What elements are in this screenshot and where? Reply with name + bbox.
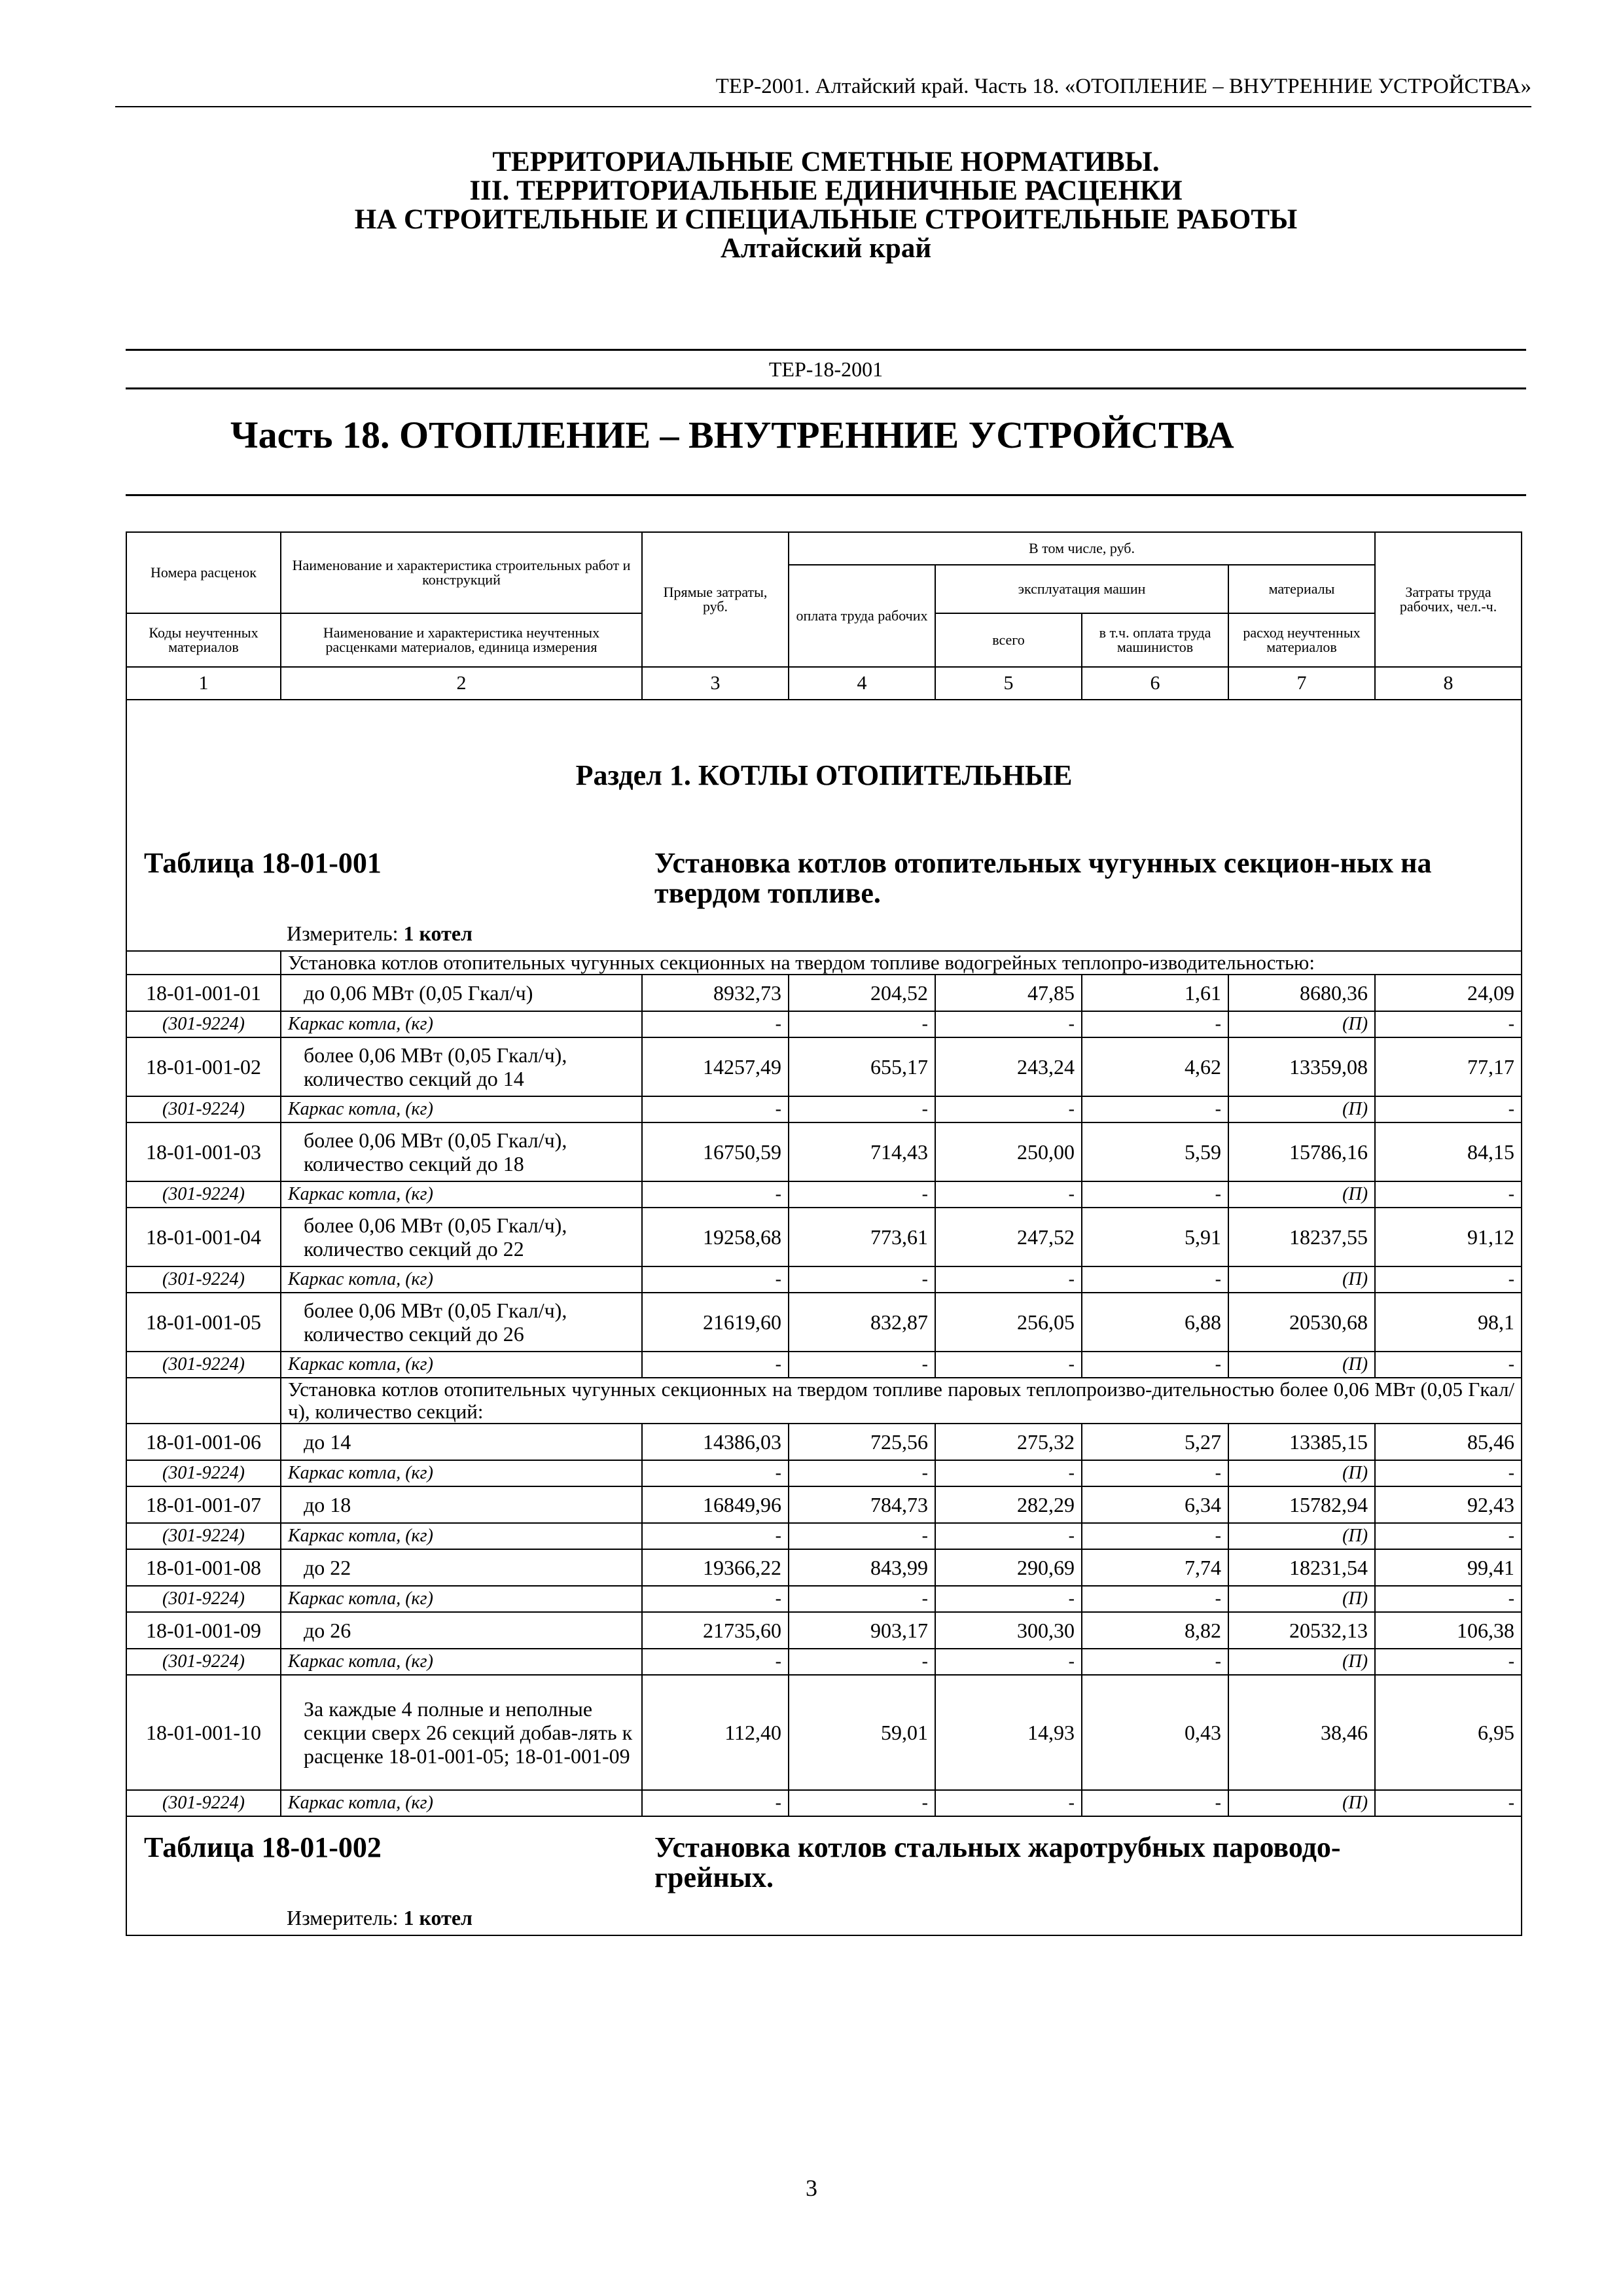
meter-value: 1 котел — [403, 1906, 473, 1929]
dash-cell: - — [935, 1649, 1082, 1675]
materials-cost: 13385,15 — [1228, 1424, 1375, 1460]
empty-cell — [126, 951, 281, 975]
dash-cell: - — [642, 1096, 789, 1122]
table2-heading — [127, 1817, 1521, 1893]
empty-cell — [126, 1378, 281, 1424]
dash-cell: - — [1375, 1523, 1522, 1549]
dash-cell: - — [789, 1011, 935, 1037]
material-code: (301-9224) — [126, 1460, 281, 1486]
rate-name: более 0,06 МВт (0,05 Гкал/ч), количество секций до 22 — [281, 1208, 642, 1266]
material-row — [126, 1523, 1522, 1549]
material-name: Каркас котла, (кг) — [281, 1586, 642, 1612]
rate-code: 18-01-001-10 — [126, 1675, 281, 1790]
header-col7: расход неучтенных материалов — [1228, 613, 1375, 667]
header-col1-top: Номера расценок — [126, 532, 281, 613]
rate-row — [126, 1122, 1522, 1181]
dash-cell: - — [935, 1181, 1082, 1208]
materials-cost: 20530,68 — [1228, 1293, 1375, 1352]
resource-mark: (П) — [1228, 1460, 1375, 1486]
material-name: Каркас котла, (кг) — [281, 1096, 642, 1122]
labor-hours: 92,43 — [1375, 1486, 1522, 1523]
direct-cost: 19258,68 — [642, 1208, 789, 1266]
labor-pay: 725,56 — [789, 1424, 935, 1460]
rate-row — [126, 1208, 1522, 1266]
dash-cell: - — [789, 1096, 935, 1122]
rate-row — [126, 975, 1522, 1011]
dash-cell: - — [789, 1352, 935, 1378]
dash-cell: - — [1082, 1266, 1228, 1293]
material-name: Каркас котла, (кг) — [281, 1181, 642, 1208]
rate-row — [126, 1037, 1522, 1096]
labor-hours: 6,95 — [1375, 1675, 1522, 1790]
dash-cell: - — [1375, 1181, 1522, 1208]
dash-cell: - — [1375, 1011, 1522, 1037]
table1-meter — [127, 908, 1521, 950]
group1-rows — [126, 975, 1522, 1378]
group-heading-1: Установка котлов отопительных чугунных секционных на твердом топливе водогрейных теплопро-изводительностью: — [281, 951, 1522, 975]
material-row — [126, 1266, 1522, 1293]
machinist-pay: 6,88 — [1082, 1293, 1228, 1352]
dash-cell: - — [789, 1790, 935, 1816]
machines-total: 247,52 — [935, 1208, 1082, 1266]
title-line-1: ТЕРРИТОРИАЛЬНЫЕ СМЕТНЫЕ НОРМАТИВЫ. — [492, 147, 1160, 177]
resource-mark: (П) — [1228, 1352, 1375, 1378]
resource-mark: (П) — [1228, 1586, 1375, 1612]
machines-total: 14,93 — [935, 1675, 1082, 1790]
material-row — [126, 1181, 1522, 1208]
rate-code: 18-01-001-03 — [126, 1122, 281, 1181]
header-col1-bottom: Коды неучтенных материалов — [126, 613, 281, 667]
dash-cell: - — [1082, 1352, 1228, 1378]
labor-pay: 903,17 — [789, 1612, 935, 1649]
material-code: (301-9224) — [126, 1523, 281, 1549]
header-col2-top: Наименование и характеристика строительных работ и конструкций — [281, 532, 642, 613]
column-number: 7 — [1228, 667, 1375, 700]
material-name: Каркас котла, (кг) — [281, 1649, 642, 1675]
machinist-pay: 5,27 — [1082, 1424, 1228, 1460]
rate-code: 18-01-001-09 — [126, 1612, 281, 1649]
labor-hours: 98,1 — [1375, 1293, 1522, 1352]
rate-code: 18-01-001-08 — [126, 1549, 281, 1586]
header-including: В том числе, руб. — [789, 532, 1375, 565]
direct-cost: 21735,60 — [642, 1612, 789, 1649]
dash-cell: - — [935, 1011, 1082, 1037]
column-number: 6 — [1082, 667, 1228, 700]
title-line-4: Алтайский край — [720, 233, 932, 264]
material-name: Каркас котла, (кг) — [281, 1011, 642, 1037]
dash-cell: - — [935, 1790, 1082, 1816]
dash-cell: - — [1082, 1790, 1228, 1816]
header-col6: в т.ч. оплата труда машинистов — [1082, 613, 1228, 667]
header-machines: эксплуатация машин — [935, 565, 1228, 613]
meter-value: 1 котел — [403, 922, 473, 945]
labor-pay: 655,17 — [789, 1037, 935, 1096]
rate-code: 18-01-001-05 — [126, 1293, 281, 1352]
labor-pay: 204,52 — [789, 975, 935, 1011]
dash-cell: - — [642, 1266, 789, 1293]
dash-cell: - — [789, 1181, 935, 1208]
direct-cost: 16849,96 — [642, 1486, 789, 1523]
labor-pay: 773,61 — [789, 1208, 935, 1266]
machines-total: 290,69 — [935, 1549, 1082, 1586]
rate-row — [126, 1675, 1522, 1790]
dash-cell: - — [935, 1096, 1082, 1122]
table1-label: Таблица 18-01-001 — [144, 847, 382, 879]
material-name: Каркас котла, (кг) — [281, 1352, 642, 1378]
materials-cost: 18231,54 — [1228, 1549, 1375, 1586]
rates-table — [126, 531, 1522, 1936]
labor-pay: 784,73 — [789, 1486, 935, 1523]
dash-cell: - — [642, 1181, 789, 1208]
labor-hours: 106,38 — [1375, 1612, 1522, 1649]
material-code: (301-9224) — [126, 1586, 281, 1612]
resource-mark: (П) — [1228, 1011, 1375, 1037]
dash-cell: - — [1375, 1586, 1522, 1612]
materials-cost: 13359,08 — [1228, 1037, 1375, 1096]
machines-total: 300,30 — [935, 1612, 1082, 1649]
labor-pay: 59,01 — [789, 1675, 935, 1790]
resource-mark: (П) — [1228, 1266, 1375, 1293]
machines-total: 282,29 — [935, 1486, 1082, 1523]
column-number: 1 — [126, 667, 281, 700]
title-line-2: III. ТЕРРИТОРИАЛЬНЫЕ ЕДИНИЧНЫЕ РАСЦЕНКИ — [469, 175, 1183, 206]
dash-cell: - — [642, 1649, 789, 1675]
dash-cell: - — [642, 1790, 789, 1816]
material-row — [126, 1790, 1522, 1816]
rate-row — [126, 1612, 1522, 1649]
material-code: (301-9224) — [126, 1352, 281, 1378]
table2-title: Установка котлов стальных жаротрубных пароводо-грейных. — [654, 1831, 1341, 1893]
materials-cost: 15782,94 — [1228, 1486, 1375, 1523]
material-row — [126, 1460, 1522, 1486]
direct-cost: 21619,60 — [642, 1293, 789, 1352]
dash-cell: - — [935, 1352, 1082, 1378]
dash-cell: - — [789, 1523, 935, 1549]
materials-cost: 8680,36 — [1228, 975, 1375, 1011]
rate-name: За каждые 4 полные и неполные секции сверх 26 секций добав-лять к расценке 18-01-001-05; 18-01-001-09 — [281, 1675, 642, 1790]
machines-total: 243,24 — [935, 1037, 1082, 1096]
direct-cost: 112,40 — [642, 1675, 789, 1790]
dash-cell: - — [935, 1460, 1082, 1486]
rate-code: 18-01-001-01 — [126, 975, 281, 1011]
dash-cell: - — [1082, 1586, 1228, 1612]
machines-total: 250,00 — [935, 1122, 1082, 1181]
header-col2-bottom: Наименование и характеристика неучтенных расценками материалов, единица измерения — [281, 613, 642, 667]
dash-cell: - — [1375, 1096, 1522, 1122]
labor-hours: 77,17 — [1375, 1037, 1522, 1096]
materials-cost: 18237,55 — [1228, 1208, 1375, 1266]
divider — [126, 494, 1526, 496]
material-name: Каркас котла, (кг) — [281, 1790, 642, 1816]
rate-code: 18-01-001-02 — [126, 1037, 281, 1096]
table2-meter — [127, 1893, 1521, 1935]
machinist-pay: 5,59 — [1082, 1122, 1228, 1181]
material-row — [126, 1011, 1522, 1037]
dash-cell: - — [935, 1523, 1082, 1549]
dash-cell: - — [789, 1266, 935, 1293]
rate-name: до 0,06 МВт (0,05 Гкал/ч) — [281, 975, 642, 1011]
rate-code: 18-01-001-07 — [126, 1486, 281, 1523]
dash-cell: - — [789, 1460, 935, 1486]
table1-title: Установка котлов отопительных чугунных секцион-ных на твердом топливе. — [654, 847, 1432, 909]
material-name: Каркас котла, (кг) — [281, 1266, 642, 1293]
column-numbers-row — [126, 667, 1522, 700]
material-code: (301-9224) — [126, 1096, 281, 1122]
rate-name: до 26 — [281, 1612, 642, 1649]
direct-cost: 14386,03 — [642, 1424, 789, 1460]
page-number: 3 — [806, 2175, 817, 2201]
header-materials: материалы — [1228, 565, 1375, 613]
dash-cell: - — [1375, 1266, 1522, 1293]
machinist-pay: 1,61 — [1082, 975, 1228, 1011]
machines-total: 256,05 — [935, 1293, 1082, 1352]
title-line-3: НА СТРОИТЕЛЬНЫЕ И СПЕЦИАЛЬНЫЕ СТРОИТЕЛЬНЫЕ РАБОТЫ — [354, 204, 1298, 235]
resource-mark: (П) — [1228, 1523, 1375, 1549]
dash-cell: - — [1082, 1523, 1228, 1549]
dash-cell: - — [1082, 1096, 1228, 1122]
machinist-pay: 8,82 — [1082, 1612, 1228, 1649]
material-code: (301-9224) — [126, 1266, 281, 1293]
labor-hours: 84,15 — [1375, 1122, 1522, 1181]
column-number: 3 — [642, 667, 789, 700]
machines-total: 47,85 — [935, 975, 1082, 1011]
dash-cell: - — [1082, 1649, 1228, 1675]
table2-label: Таблица 18-01-002 — [144, 1831, 382, 1863]
machinist-pay: 4,62 — [1082, 1037, 1228, 1096]
machines-total: 275,32 — [935, 1424, 1082, 1460]
labor-pay: 843,99 — [789, 1549, 935, 1586]
resource-mark: (П) — [1228, 1096, 1375, 1122]
document-code: ТЕР-18-2001 — [126, 349, 1526, 389]
direct-cost: 19366,22 — [642, 1549, 789, 1586]
rate-code: 18-01-001-04 — [126, 1208, 281, 1266]
header-col8: Затраты труда рабочих, чел.-ч. — [1375, 532, 1522, 667]
direct-cost: 8932,73 — [642, 975, 789, 1011]
column-number: 4 — [789, 667, 935, 700]
rate-name: до 18 — [281, 1486, 642, 1523]
dash-cell: - — [1082, 1011, 1228, 1037]
resource-mark: (П) — [1228, 1649, 1375, 1675]
dash-cell: - — [1082, 1181, 1228, 1208]
machinist-pay: 5,91 — [1082, 1208, 1228, 1266]
rate-name: более 0,06 МВт (0,05 Гкал/ч), количество секций до 26 — [281, 1293, 642, 1352]
resource-mark: (П) — [1228, 1181, 1375, 1208]
materials-cost: 38,46 — [1228, 1675, 1375, 1790]
dash-cell: - — [1082, 1460, 1228, 1486]
column-number: 2 — [281, 667, 642, 700]
section-title: Раздел 1. КОТЛЫ ОТОПИТЕЛЬНЫЕ — [575, 759, 1073, 791]
dash-cell: - — [642, 1523, 789, 1549]
rate-code: 18-01-001-06 — [126, 1424, 281, 1460]
labor-pay: 714,43 — [789, 1122, 935, 1181]
dash-cell: - — [642, 1352, 789, 1378]
dash-cell: - — [935, 1266, 1082, 1293]
header-col5: всего — [935, 613, 1082, 667]
dash-cell: - — [935, 1586, 1082, 1612]
rate-name: до 22 — [281, 1549, 642, 1586]
material-code: (301-9224) — [126, 1649, 281, 1675]
labor-hours: 85,46 — [1375, 1424, 1522, 1460]
direct-cost: 16750,59 — [642, 1122, 789, 1181]
rate-name: до 14 — [281, 1424, 642, 1460]
table1-heading-cell — [126, 700, 1522, 951]
meter-label: Измеритель: — [287, 922, 399, 945]
part-title: Часть 18. ОТОПЛЕНИЕ – ВНУТРЕННИЕ УСТРОЙСТВА — [230, 414, 1234, 456]
machinist-pay: 6,34 — [1082, 1486, 1228, 1523]
rate-name: более 0,06 МВт (0,05 Гкал/ч), количество секций до 18 — [281, 1122, 642, 1181]
column-number: 5 — [935, 667, 1082, 700]
document-title — [126, 148, 1526, 263]
dash-cell: - — [1375, 1352, 1522, 1378]
material-code: (301-9224) — [126, 1181, 281, 1208]
direct-cost: 14257,49 — [642, 1037, 789, 1096]
material-row — [126, 1096, 1522, 1122]
labor-hours: 24,09 — [1375, 975, 1522, 1011]
dash-cell: - — [1375, 1460, 1522, 1486]
material-name: Каркас котла, (кг) — [281, 1460, 642, 1486]
machinist-pay: 0,43 — [1082, 1675, 1228, 1790]
rate-row — [126, 1424, 1522, 1460]
labor-hours: 91,12 — [1375, 1208, 1522, 1266]
table2-heading-cell — [126, 1816, 1522, 1935]
materials-cost: 20532,13 — [1228, 1612, 1375, 1649]
dash-cell: - — [789, 1586, 935, 1612]
material-row — [126, 1586, 1522, 1612]
column-number: 8 — [1375, 667, 1522, 700]
rate-name: более 0,06 МВт (0,05 Гкал/ч), количество секций до 14 — [281, 1037, 642, 1096]
group-heading-2: Установка котлов отопительных чугунных секционных на твердом топливе паровых теплопроизво-дительностью более 0,06 МВт (0,05 Гкал/ч), количество секций: — [281, 1378, 1522, 1424]
material-code: (301-9224) — [126, 1790, 281, 1816]
labor-pay: 832,87 — [789, 1293, 935, 1352]
dash-cell: - — [642, 1011, 789, 1037]
dash-cell: - — [1375, 1790, 1522, 1816]
material-code: (301-9224) — [126, 1011, 281, 1037]
header-col3: Прямые затраты, руб. — [642, 532, 789, 667]
dash-cell: - — [789, 1649, 935, 1675]
running-header: ТЕР-2001. Алтайский край. Часть 18. «ОТОПЛЕНИЕ – ВНУТРЕННИЕ УСТРОЙСТВА» — [115, 73, 1531, 107]
material-name: Каркас котла, (кг) — [281, 1523, 642, 1549]
machinist-pay: 7,74 — [1082, 1549, 1228, 1586]
rate-row — [126, 1293, 1522, 1352]
dash-cell: - — [642, 1460, 789, 1486]
group2-rows — [126, 1424, 1522, 1816]
material-row — [126, 1649, 1522, 1675]
dash-cell: - — [642, 1586, 789, 1612]
table1-heading — [127, 792, 1521, 908]
rate-row — [126, 1486, 1522, 1523]
material-row — [126, 1352, 1522, 1378]
rate-row — [126, 1549, 1522, 1586]
materials-cost: 15786,16 — [1228, 1122, 1375, 1181]
dash-cell: - — [1375, 1649, 1522, 1675]
meter-label: Измеритель: — [287, 1906, 399, 1929]
labor-hours: 99,41 — [1375, 1549, 1522, 1586]
header-col4: оплата труда рабочих — [789, 565, 935, 667]
resource-mark: (П) — [1228, 1790, 1375, 1816]
